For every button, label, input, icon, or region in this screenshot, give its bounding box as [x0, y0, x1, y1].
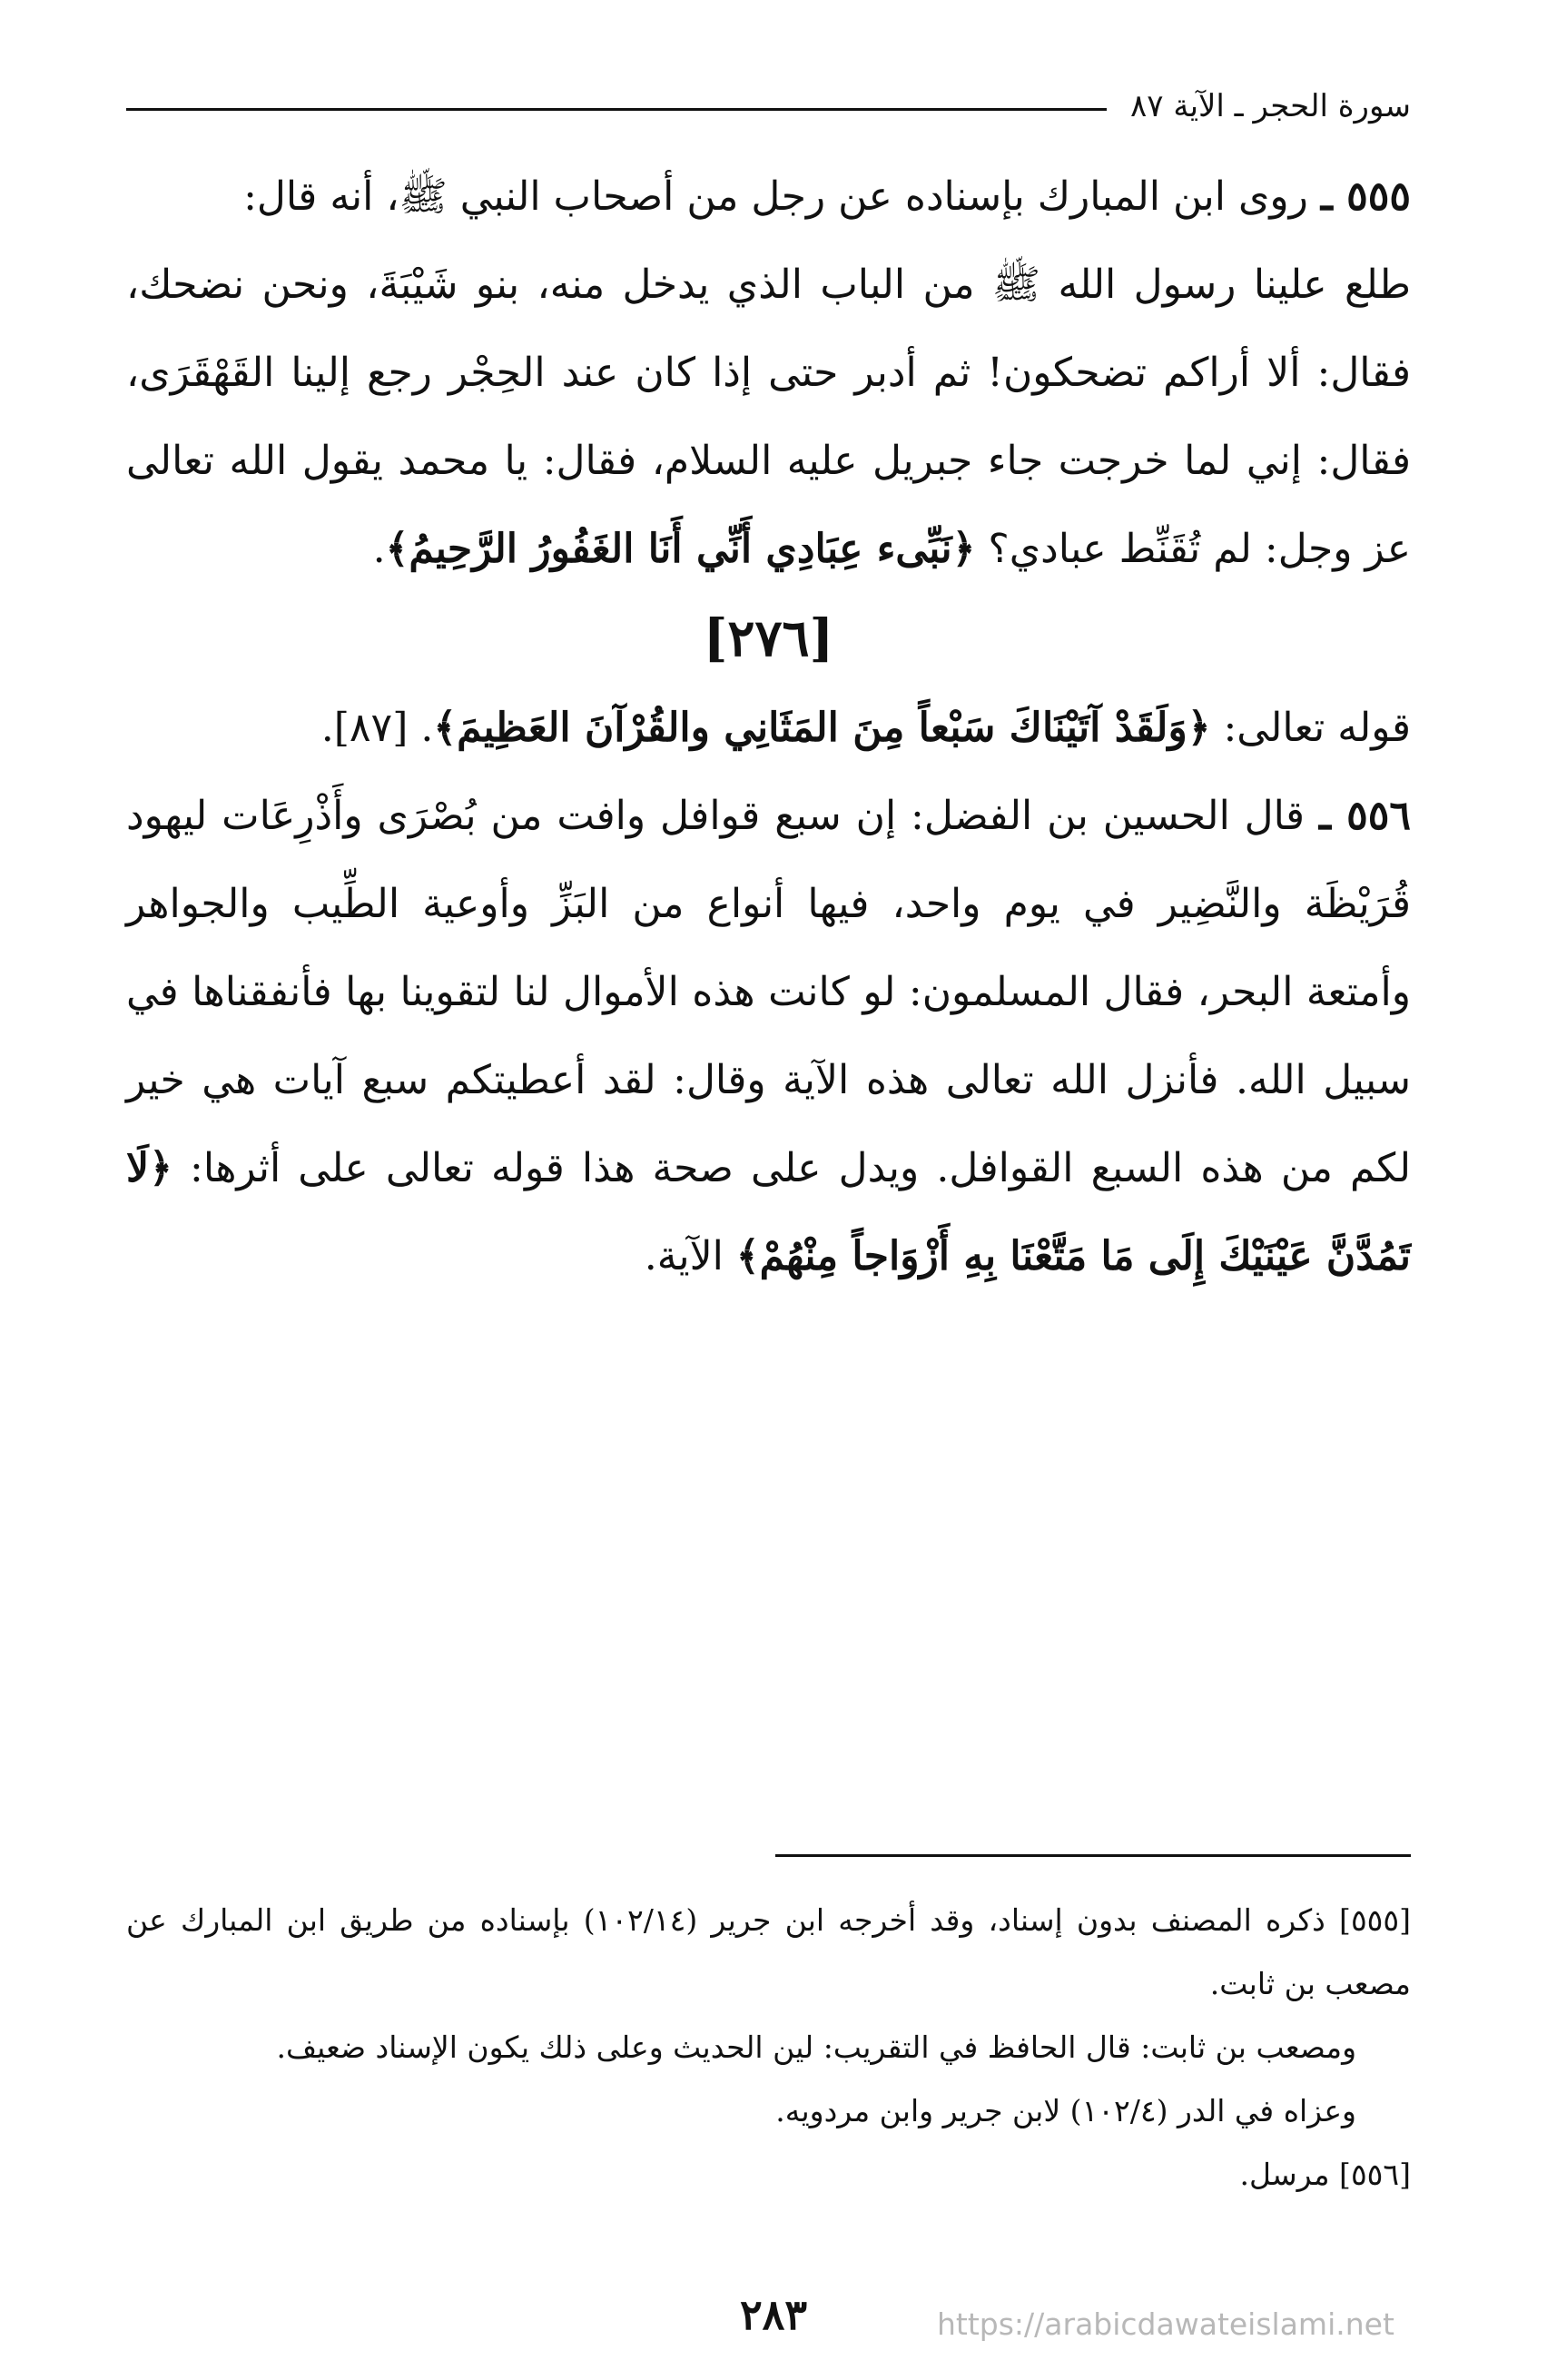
section-number: [٢٧٦]	[703, 608, 834, 668]
header-rule	[126, 108, 1107, 111]
footnote-555: [٥٥٥] ذكره المصنف بدون إسناد، وقد أخرجه ابن جرير (١٠٢/١٤) بإسناده من طريق ابن المبارك عن مصعب بن ثابت.	[126, 1902, 1411, 2001]
hadith-text: طلع علينا رسول الله ﷺ من الباب الذي يدخل منه، بنو شَيْبَةَ، ونحن نضحك، فقال: ألا أراكم تضحكون! ثم أدبر حتى إذا كان عند الحِجْر رجع إلينا القَهْقَرَى، فقال: إني لما خرجت جاء جبريل عليه السلام، فقال: يا محمد يقول الله تعالى عز وجل: لم تُقَنِّط عبادي؟	[126, 262, 1411, 572]
narration-end: الآية.	[644, 1233, 736, 1279]
running-title: سورة الحجر ـ الآية ٨٧	[1130, 88, 1411, 124]
footnotes	[126, 1889, 1411, 2207]
quran-quote: ﴿نَبِّىء عِبَادِي أَنِّي أَنَا الغَفُورُ الرَّحِيمُ﴾	[385, 526, 976, 572]
main-text	[126, 153, 1411, 1300]
watermark-url: https://arabicdawateislami.net	[937, 2306, 1394, 2342]
verse-ref: . [٨٧].	[320, 705, 434, 751]
narration-text: قال الحسين بن الفضل: إن سبع قوافل وافت من بُصْرَى وأَذْرِعَات ليهود قُرَيْظَة والنَّضِير في يوم واحد، فيها أنواع من البَزِّ وأوعية الطِّيب والجواهر وأمتعة البحر، فقال المسلمون: لو كانت هذه الأموال لنا لتقوينا بها فأنفقناها في سبيل الله. فأنزل الله تعالى هذه الآية وقال: لقد أعطيتكم سبع آيات هي خير لكم من هذه السبع القوافل. ويدل على صحة هذا قوله تعالى على أثرها:	[126, 793, 1411, 1191]
hadith-end: .	[372, 526, 386, 572]
footnote-555-attribution: وعزاه في الدر (١٠٢/٤) لابن جرير وابن مردويه.	[775, 2093, 1356, 2128]
narration-555	[126, 153, 1411, 241]
narration-number: ٥٥٦ ـ	[1318, 793, 1411, 839]
verse-line	[126, 684, 1411, 772]
hadith-555	[126, 241, 1411, 593]
quran-quote: ﴿لَا تَمُدَّنَّ عَيْنَيْكَ إِلَى مَا مَتَّعْنَا بِهِ أَزْوَاجاً مِنْهُمْ﴾	[126, 1145, 1411, 1279]
verse-prefix: قوله تعالى:	[1210, 705, 1411, 751]
narration-556	[126, 772, 1411, 1300]
narration-intro: روى ابن المبارك بإسناده عن رجل من أصحاب النبي ﷺ، أنه قال:	[243, 173, 1321, 220]
verse-quran: ﴿وَلَقَدْ آتَيْنَاكَ سَبْعاً مِنَ المَثَانِي والقُرْآنَ العَظِيمَ﴾	[433, 705, 1211, 751]
footnote-556: [٥٥٦] مرسل.	[1239, 2157, 1411, 2192]
footnote-rule	[775, 1854, 1411, 1857]
footnote-555-grading: ومصعب بن ثابت: قال الحافظ في التقريب: لين الحديث وعلى ذلك يكون الإسناد ضعيف.	[276, 2029, 1356, 2065]
page-number: ٢٨٣	[739, 2290, 808, 2339]
narration-number: ٥٥٥ ـ	[1320, 173, 1411, 220]
running-header	[126, 84, 1411, 129]
